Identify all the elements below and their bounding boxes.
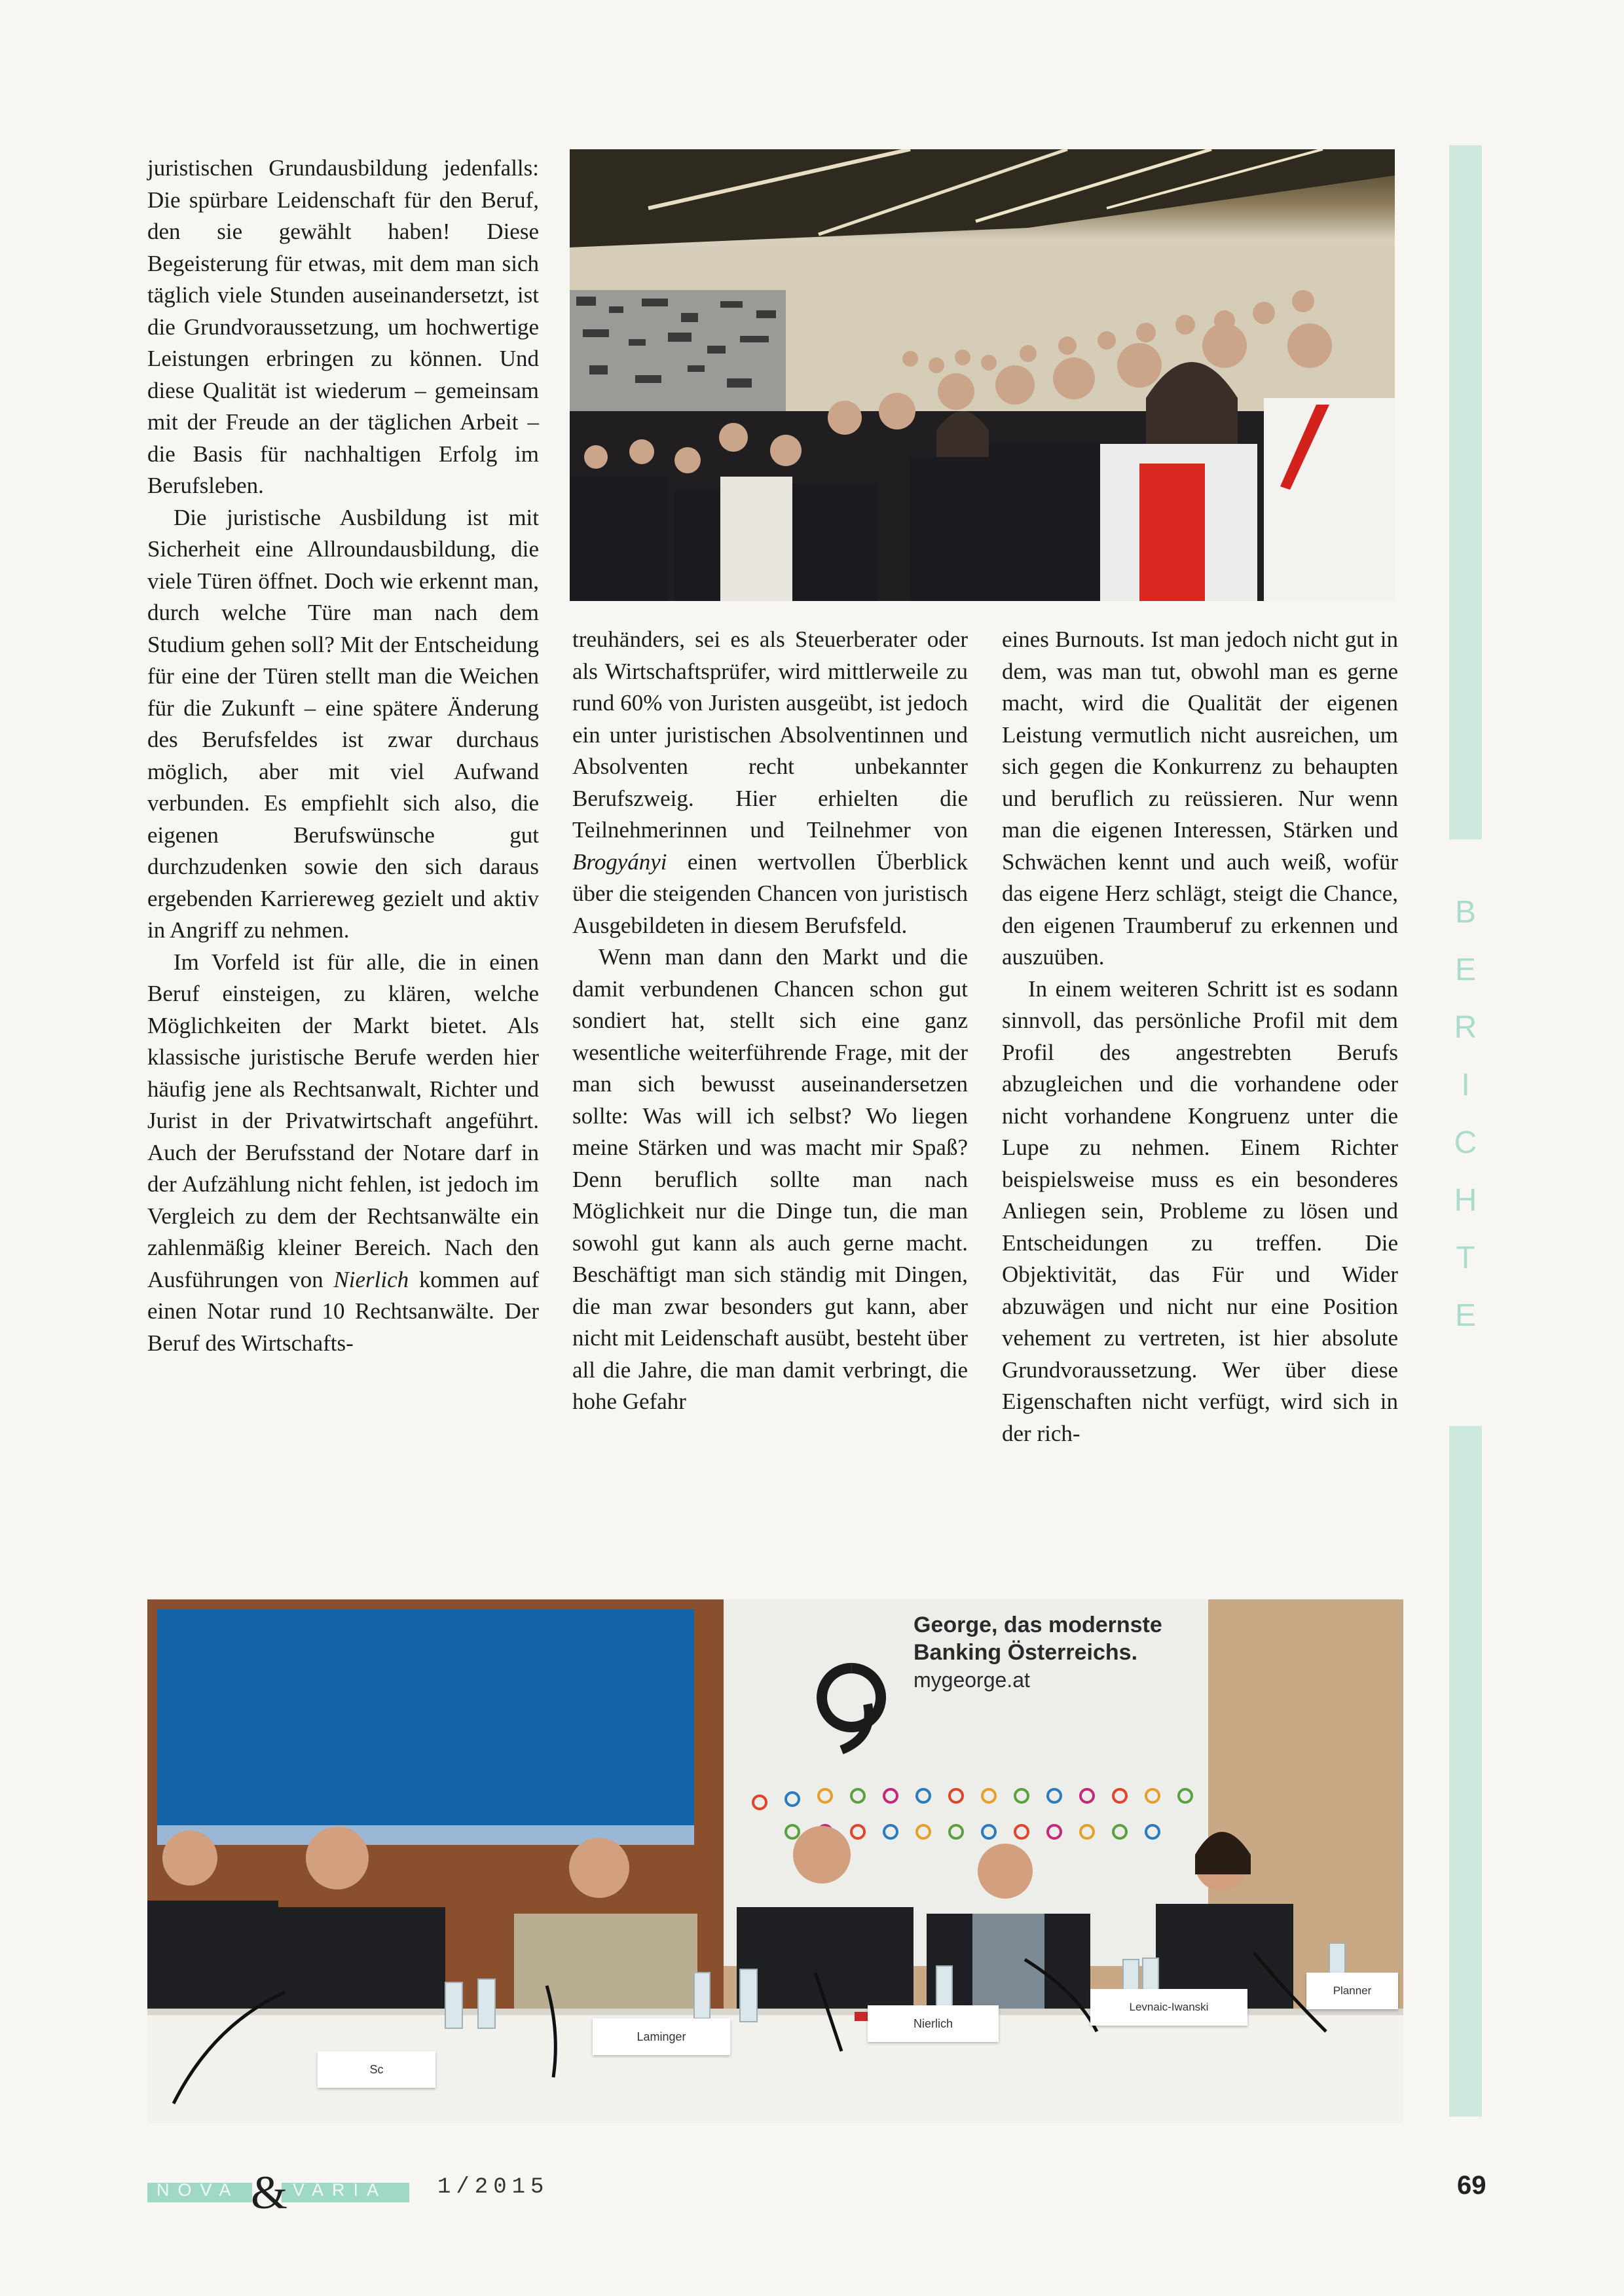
section-label-letter: E <box>1454 1298 1476 1333</box>
audience-illustration <box>570 149 1395 601</box>
audience-photo <box>570 149 1395 601</box>
section-label-letter: T <box>1456 1241 1475 1275</box>
logo-varia: VARIA <box>293 2180 388 2200</box>
nameplate: Sc <box>318 2051 435 2088</box>
paragraph: Wenn man dann den Markt und die damit verbundenen Chancen schon gut sondiert hat, stellt sich eine ganz wesentliche weiterführende Frage, mit der man sich bewusst auseinandersetzen sollte: Was will ich selbst? Wo liegen meine Stärken und was macht mir Spaß? Denn beruflich sollte man nach Möglichkeit nur die Dinge tun, die man sowohl gut kann als auch gerne macht. Beschäftigt man sich ständig mit Dingen, die man zwar besonders gut kann, aber nicht mit Leidenschaft ausübt, besteht über all die Jahre, die man damit verbringt, die hohe Gefahr <box>572 944 968 1414</box>
panel-discussion-photo <box>147 1599 1403 2123</box>
paragraph: Im Vorfeld ist für alle, die in einen Beruf einsteigen, zu klären, welche Möglichkeiten der Markt bietet. Als klassische juristische Berufe werden hier häufig jene als Rechtsanwalt, Richter und Jurist in der Privatwirtschaft angeführt. Auch der Berufsstand der Notare darf in der Aufzählung nicht fehlen, ist jedoch im Vergleich zu dem der Rechtsanwälte ein zahlenmäßig kleiner Bereich. Nach den Ausführungen von Nierlich kommen auf einen Notar rund 10 Rechtsanwälte. Der Beruf des Wirtschafts- <box>147 949 539 1356</box>
nameplate: Nierlich <box>868 2005 999 2042</box>
paragraph: Die juristische Ausbildung ist mit Sicherheit eine Allroundausbildung, die viele Türen öffnet. Doch wie erkennt man, durch welche Türe man nach dem Studium gehen soll? Mit der Entscheidung für eine der Türen stellt man die Weichen für die Zukunft – eine spätere Änderung des Berufsfeldes ist zwar durchaus möglich, aber mit viel Aufwand verbunden. Es empfiehlt sich also, die eigenen Berufswünsche gut durchzudenken sowie den sich daraus ergebenden Karriereweg gezielt und aktiv in Angriff zu nehmen. <box>147 504 539 943</box>
sidebar-band-top <box>1449 145 1482 839</box>
speaker-name: Nierlich <box>333 1266 409 1292</box>
issue-number: 1/2015 <box>437 2175 549 2200</box>
logo-nova: NOVA <box>157 2180 240 2200</box>
page-number: 69 <box>1457 2171 1486 2200</box>
panel-illustration <box>147 1599 1403 2123</box>
speaker-name: Brogyányi <box>572 848 667 875</box>
paragraph: treuhänders, sei es als Steuerberater oder als Wirtschaftsprüfer, wird mittlerweile zu rund 60% von Juristen ausgeübt, ist jedoch ein unter juristischen Absolventinnen und Absolventen recht unbekannter Berufszweig. Hier erhielten die Teilnehmerinnen und Teilnehmer von Brogyányi einen wertvollen Überblick über die steigenden Chancen von juristisch Ausgebildeten in diesem Berufsfeld. <box>572 627 968 938</box>
paragraph: juristischen Grundausbildung jedenfalls: Die spürbare Leidenschaft für den Beruf, den sie gewählt haben! Diese Begeisterung für etwas, mit dem man sich täglich viele Stunden auseinandersetzt, ist die Grundvoraussetzung, um hochwertige Leistungen erbringen zu können. Und diese Qualität ist wiederum – gemeinsam mit der Freude an der täglichen Arbeit – die Basis für nachhaltigen Erfolg im Berufsleben. <box>147 155 539 498</box>
section-label-letter: I <box>1461 1068 1470 1102</box>
sidebar-band-bottom <box>1449 1426 1482 2117</box>
section-label-letter: C <box>1454 1125 1477 1160</box>
section-label-letter: E <box>1454 953 1476 987</box>
banner-headline-line-1: George, das modernste <box>913 1613 1162 1637</box>
nameplate: Planner <box>1306 1973 1398 2009</box>
article-column-3 <box>1002 624 1398 1449</box>
article-column-2 <box>572 624 968 1418</box>
logo-ampersand: & <box>251 2166 288 2219</box>
section-label-letter: B <box>1454 895 1476 930</box>
banner-headline-line-2: Banking Österreichs. <box>913 1640 1138 1665</box>
banner-url: mygeorge.at <box>913 1668 1030 1692</box>
nameplate: Laminger <box>593 2018 730 2055</box>
paragraph: eines Burnouts. Ist man jedoch nicht gut in dem, was man tut, obwohl man es gerne macht, wird die Qualität der eigenen Leistung vermutlich nicht ausreichen, um sich gegen die Konkurrenz zu behaupten und beruflich zu reüssieren. Nur wenn man die eigenen Interessen, Stärken und Schwächen kennt und auch weiß, wofür das eigene Herz schlägt, steigt die Chance, den eigenen Traumberuf zu erkennen und auszuüben. <box>1002 627 1398 970</box>
section-label <box>1446 884 1485 1345</box>
magazine-logo <box>147 2166 409 2219</box>
section-label-letter: H <box>1454 1183 1477 1218</box>
paragraph: In einem weiteren Schritt ist es sodann sinnvoll, das persönliche Profil mit dem Profil des angestrebten Berufs abzugleichen und die vorhandene oder nicht vorhandene Kongruenz unter die Lupe zu nehmen. Einem Richter beispielsweise muss es ein besonderes Anliegen sein, Probleme zu lösen und Entscheidungen zu treffen. Die Objektivität, das Für und Wider abzuwägen und nicht nur eine Position vehement zu vertreten, ist hier absolute Grundvoraussetzung. Wer über diese Eigenschaften nicht verfügt, wird sich in der rich- <box>1002 975 1398 1446</box>
nameplate: Levnaic-Iwanski <box>1090 1989 1247 2026</box>
section-label-letter: R <box>1454 1010 1477 1045</box>
article-column-1 <box>147 153 539 1359</box>
